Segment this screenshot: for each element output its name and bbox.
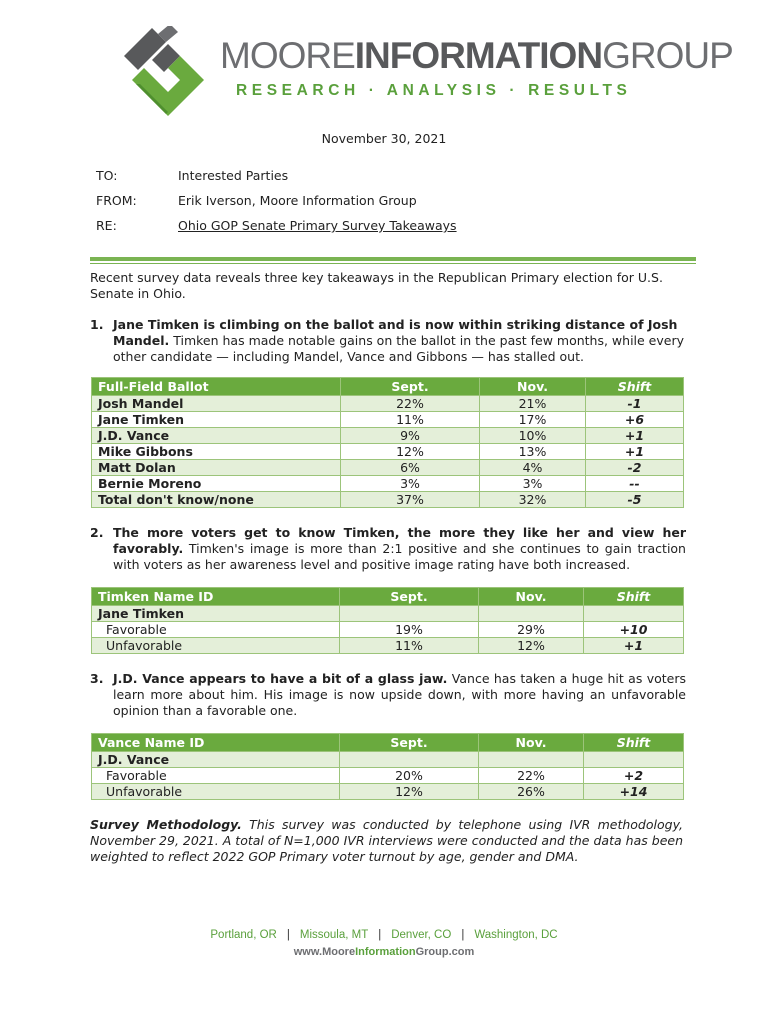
takeaway-text: Timken has made notable gains on the ballot in the past few months, while every other candidate — including Mandel, Vance and Gibbons — has stalled out. (113, 333, 684, 364)
memo-re-row (96, 218, 457, 233)
brand-tagline: RESEARCH · ANALYSIS · RESULTS (236, 82, 632, 99)
table-row (92, 622, 684, 638)
table-row (92, 784, 684, 800)
cell: Bernie Moreno (92, 476, 341, 492)
col-header: Nov. (480, 378, 586, 396)
vance-name-id-table (91, 733, 684, 800)
table-row (92, 460, 684, 476)
cell: J.D. Vance (92, 752, 340, 768)
table-header-row (92, 378, 684, 396)
cell: Unfavorable (92, 784, 340, 800)
site-part: Group.com (415, 946, 475, 958)
takeaway-headline: J.D. Vance appears to have a bit of a glass jaw. (113, 671, 448, 686)
cell: +1 (586, 444, 684, 460)
cell: +10 (584, 622, 684, 638)
company-logo (118, 22, 733, 118)
from-label: FROM: (96, 193, 137, 208)
cell: 29% (479, 622, 584, 638)
cell: +1 (584, 638, 684, 654)
takeaway-number: 2. (90, 525, 104, 540)
col-header: Shift (584, 734, 684, 752)
office-denver: Denver, CO (391, 929, 452, 941)
survey-methodology (90, 817, 683, 865)
to-value: Interested Parties (178, 168, 289, 183)
cell: 6% (341, 460, 480, 476)
cell: +6 (586, 412, 684, 428)
cell: 37% (341, 492, 480, 508)
table-row (92, 428, 684, 444)
takeaway-headline: The more voters get to know Timken, the more they like her and view her favorably. (113, 525, 686, 556)
cell: 32% (480, 492, 586, 508)
cell: Jane Timken (92, 606, 340, 622)
col-header: Nov. (479, 734, 584, 752)
col-header: Full-Field Ballot (92, 378, 341, 396)
takeaway-headline: Jane Timken is climbing on the ballot and is now within striking distance of Josh Mandel. (113, 317, 678, 348)
cell: Josh Mandel (92, 396, 341, 412)
table-row (92, 638, 684, 654)
brand-name: MOOREINFORMATIONGROUP (220, 35, 733, 76)
ballot-table (91, 377, 684, 508)
cell: 26% (479, 784, 584, 800)
office-missoula: Missoula, MT (299, 929, 369, 941)
logo-mark-icon (118, 26, 214, 118)
memo-date: November 30, 2021 (321, 131, 447, 146)
takeaway-2 (90, 525, 686, 573)
header-divider-thin (90, 263, 696, 264)
cell: 11% (340, 638, 479, 654)
col-header: Sept. (340, 734, 479, 752)
takeaway-text: Timken's image is more than 2:1 positive and she continues to gain traction with voters as her awareness level and positive image rating have both increased. (113, 541, 686, 572)
footer-offices: Portland, OR | Missoula, MT | Denver, CO | Washington, DC (210, 929, 558, 941)
table-row (92, 412, 684, 428)
cell: Total don't know/none (92, 492, 341, 508)
timken-name-id-table (91, 587, 684, 654)
cell: 22% (341, 396, 480, 412)
re-label: RE: (96, 218, 117, 233)
cell: 22% (479, 768, 584, 784)
col-header: Sept. (341, 378, 480, 396)
takeaway-number: 3. (90, 671, 104, 686)
cell: J.D. Vance (92, 428, 341, 444)
cell: 19% (340, 622, 479, 638)
methodology-text: This survey was conducted by telephone using IVR methodology, November 29, 2021. A total of N=1,000 IVR interviews were conducted and the data has been weighted to reflect 2022 GOP Primary voter turnout by age, gender and DMA. (90, 817, 683, 864)
table-row (92, 444, 684, 460)
cell: 4% (480, 460, 586, 476)
col-header: Shift (586, 378, 684, 396)
cell: Favorable (92, 768, 340, 784)
office-portland: Portland, OR (210, 929, 277, 941)
col-header: Shift (584, 588, 684, 606)
site-part: www.Moore (293, 946, 356, 958)
table-group-row (92, 606, 684, 622)
table-row (92, 768, 684, 784)
cell: Jane Timken (92, 412, 341, 428)
col-header: Sept. (340, 588, 479, 606)
site-part: Information (355, 946, 416, 958)
cell: 3% (480, 476, 586, 492)
cell: 3% (341, 476, 480, 492)
takeaway-number: 1. (90, 317, 104, 332)
cell: +14 (584, 784, 684, 800)
cell: 20% (340, 768, 479, 784)
takeaway-1 (90, 317, 686, 365)
col-header: Timken Name ID (92, 588, 340, 606)
from-value: Erik Iverson, Moore Information Group (178, 193, 417, 208)
cell: Matt Dolan (92, 460, 341, 476)
table-group-row (92, 752, 684, 768)
col-header: Vance Name ID (92, 734, 340, 752)
cell: -1 (586, 396, 684, 412)
cell: 12% (340, 784, 479, 800)
table-row (92, 492, 684, 508)
takeaway-text: Vance has taken a huge hit as voters learn more about him. His image is now upside down, with more having an unfavorable opinion than a favorable one. (113, 671, 686, 718)
cell: +1 (586, 428, 684, 444)
cell: 10% (480, 428, 586, 444)
table-row (92, 396, 684, 412)
to-label: TO: (96, 168, 118, 183)
memo-from-row (96, 193, 417, 208)
cell: Unfavorable (92, 638, 340, 654)
intro-paragraph: Recent survey data reveals three key takeaways in the Republican Primary election for U.S. Senate in Ohio. (90, 270, 663, 301)
cell: -- (586, 476, 684, 492)
re-value: Ohio GOP Senate Primary Survey Takeaways (178, 218, 457, 233)
cell: 12% (479, 638, 584, 654)
footer-website-link[interactable] (0, 946, 768, 958)
cell: 12% (341, 444, 480, 460)
office-washington: Washington, DC (474, 929, 558, 941)
memo-to-row (96, 168, 288, 183)
cell: 13% (480, 444, 586, 460)
table-header-row (92, 734, 684, 752)
cell: -5 (586, 492, 684, 508)
cell: Favorable (92, 622, 340, 638)
table-row (92, 476, 684, 492)
cell: 9% (341, 428, 480, 444)
takeaway-3 (90, 671, 686, 719)
header-divider (90, 257, 696, 261)
col-header: Nov. (479, 588, 584, 606)
cell: -2 (586, 460, 684, 476)
cell: Mike Gibbons (92, 444, 341, 460)
methodology-label: Survey Methodology. (90, 817, 242, 832)
cell: 21% (480, 396, 586, 412)
cell: 11% (341, 412, 480, 428)
cell: 17% (480, 412, 586, 428)
table-header-row (92, 588, 684, 606)
cell: +2 (584, 768, 684, 784)
